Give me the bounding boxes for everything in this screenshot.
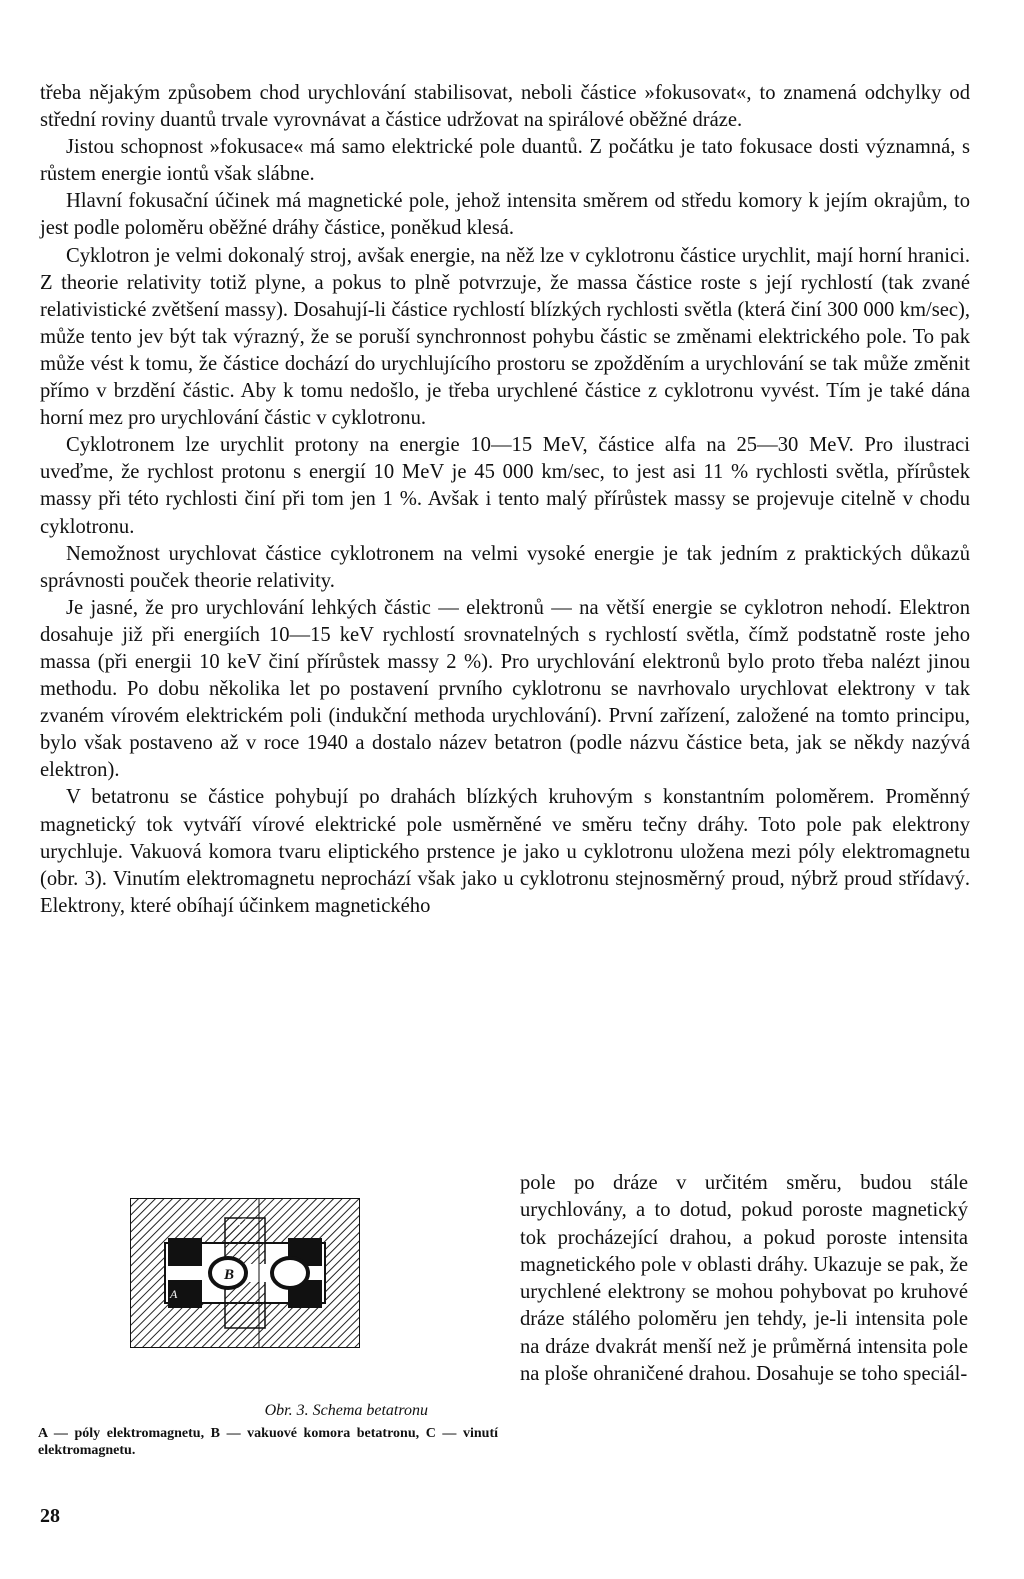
paragraph-6: Nemožnost urychlovat částice cyklotronem na velmi vysoké energie je tak jedním z praktických důkazů správnosti pouček theorie relativity. [40,542,970,592]
paragraph-2: Jistou schopnost »fokusace« má samo elektrické pole duantů. Z počátku je tato fokusace dosti významná, s růstem energie iontů však slábne. [40,136,970,186]
figure-caption-text: A — póly elektromagnetu, B — vakuové komora betatronu, C — vinutí elektromagnetu. [38,1426,498,1458]
right-column-text: pole po dráze v určitém směru, budou stále urychlovány, a to dotud, pokud poroste magnetický tok procházející drahou, a pokud poroste intensita magnetického pole v oblasti dráhy. Ukazuje se pak, že urychlené elektrony se mohou pohybovat po kruhové dráze stálého poloměru jen tehdy, je-li intensita pole na dráze dvakrát menší než je průměrná intensita pole na ploše ohraničené drahou. Dosahuje se toho speciál- [520,1172,968,1386]
label-b: B [224,1267,235,1283]
label-c: C [238,1215,247,1229]
paragraph-5: Cyklotronem lze urychlit protony na energie 10—15 MeV, částice alfa na 25—30 MeV. Pro ilustraci uveďme, že rychlost protonu s energií 10 MeV je 45 000 km/sec, to jest asi 11 % rychlosti světla, přírůstek massy při této rychlosti činí při tom jen 1 %. Avšak i tento malý přírůstek massy se projevuje citelně v chodu cyklotronu. [40,434,970,538]
betatron-schema-diagram [130,1198,360,1348]
main-text-block [40,80,970,1170]
figure-title: Obr. 3. Schema betatronu [264,1402,428,1419]
coil-top-left [168,1238,202,1266]
paragraph-3: Hlavní fokusační účinek má magnetické pole, jehož intensita směrem od středu komory k jejím okrajům, to jest podle poloměru oběžné dráhy částice, poněkud klesá. [40,190,970,240]
betatron-figure [130,1198,360,1348]
figure-caption [38,1402,498,1459]
paragraph-8: V betatronu se částice pohybují po drahách blízkých kruhovým s konstantním poloměrem. Proměnný magnetický tok vytváří vírové elektrické pole usměrněné ve směru tečny dráhy. Toto pole pak elektrony urychluje. Vakuová komora tvaru eliptického prstence je jako u cyklotronu uložena mezi póly elektromagnetu (obr. 3). Vinutím elektromagnetu neprochází však jako u cyklotronu stejnosměrný proud, nýbrž proud střídavý. Elektrony, které obíhají účinkem magnetického [40,786,970,917]
label-a: A [170,1287,178,1301]
paragraph-7: Je jasné, že pro urychlování lehkých částic — elektronů — na větší energie se cyklotron nehodí. Elektron dosahuje již při energiích 10—15 keV rychlostí srovnatelných s rychlostí světla, čímž podstatně roste jeho massa (při energii 10 keV činí přírůstek massy 2 %). Pro urychlování elektronů bylo proto třeba nalézt jinou methodu. Po dobu několika let po postavení prvního cyklotronu se navrhovalo urychlovat elektrony v tak zvaném vírovém elektrickém poli (indukční methoda urychlování). První zařízení, založené na tomto principu, bylo však postaveno až v roce 1940 a dostalo název betatron (podle názvu částice beta, jak se někdy nazývá elektron). [40,596,970,782]
vacuum-chamber-right [272,1258,308,1288]
page-number: 28 [40,1505,60,1527]
paragraph-1: třeba nějakým způsobem chod urychlování stabilisovat, neboli částice »fokusovat«, to znamená odchylky od střední roviny duantů trvale vyrovnávat a částice udržovat na spirálové oběžné dráze. [40,82,970,132]
paragraph-4: Cyklotron je velmi dokonalý stroj, avšak energie, na něž lze v cyklotronu částice urychlit, mají horní hranici. Z theorie relativity totiž plyne, a pokus to plně potvrzuje, že massa částice roste s její rychlostí (tak zvané relativistické zvětšení massy). Dosahují-li částice rychlostí blízkých rychlosti světla (která činí 300 000 km/sec), může tento jev být tak výrazný, že se poruší synchronnost pohybu částic se změnami elektrického pole. To pak může vést k tomu, že částice dochází do urychlujícího prostoru se zpožděním a urychlování se tak může změnit přímo v brzdění částic. Aby k tomu nedošlo, je třeba urychlené částice z cyklotronu vyvést. Tím je také dána horní mez pro urychlování částic v cyklotronu. [40,244,970,430]
